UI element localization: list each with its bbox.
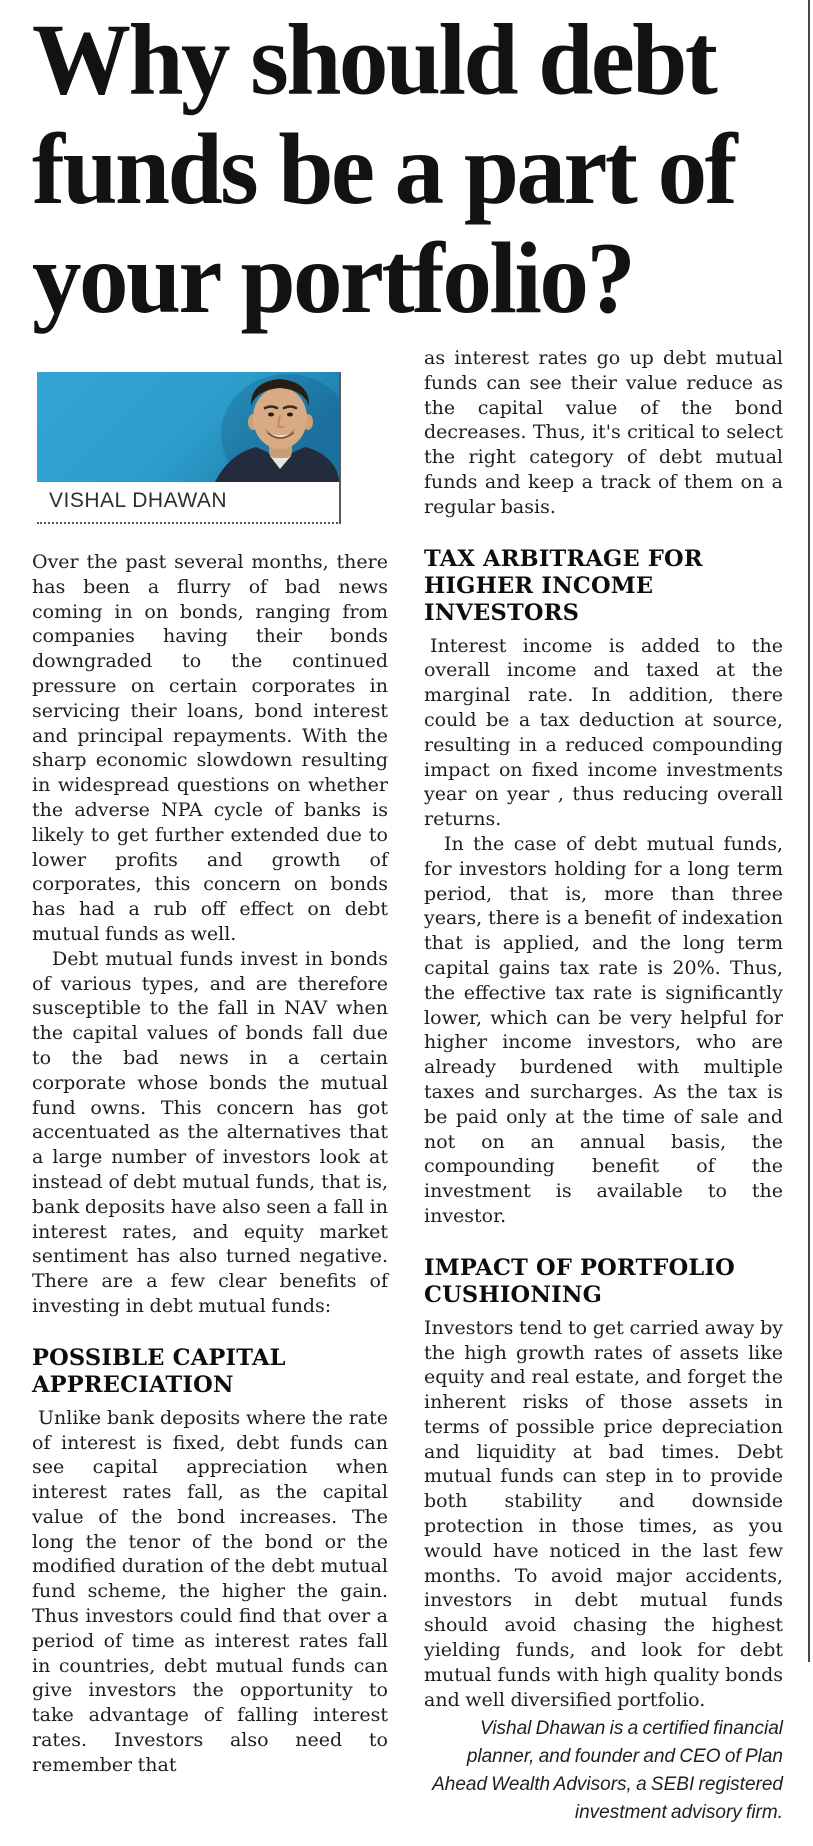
author-name-caption: VISHAL DHAWAN — [49, 489, 228, 512]
author-figure — [37, 372, 341, 524]
article-right-column — [424, 340, 783, 1846]
article-headline: Why should debt funds be a part of your portfolio? — [32, 4, 736, 335]
article-paragraph: Debt mutual funds invest in bonds of various types, and are therefore susceptible to the fall in NAV when the capital values of bonds fall due to the bad news in a certain corporate whose bonds the mutual fund owns. This concern has got accentuated as the alternatives that a large number of investors look at instead of debt mutual funds, that is, bank deposits have also seen a fall in interest rates, and equity market sentiment has also turned negative. There are a few clear benefits of investing in debt mutual funds: — [32, 947, 388, 1317]
author-photo — [37, 372, 339, 482]
article-paragraph: Over the past several months, there has been a flurry of bad news coming in on bonds, ranging from companies having their bonds downgraded to the continued pressure on certain corporates in servicing their loans, bond interest and principal repayments. With the sharp economic slowdown resulting in widespread questions on whether the adverse NPA cycle of banks is likely to get further extended due to lower profits and growth of corporates, this concern on bonds has had a rub off effect on debt mutual funds as well. — [32, 551, 388, 945]
article-paragraph: Interest income is added to the overall income and taxed at the marginal rate. In addition, there could be a tax deduction at source, resulting in a reduced compounding impact on fixed income investments year on year , thus reducing overall returns. — [424, 634, 783, 831]
article-left-column — [32, 340, 388, 1846]
author-attribution: Vishal Dhawan is a certified financial planner, and founder and CEO of Plan Ahead Wealth Advisors, a SEBI registered investment advisory firm. — [432, 1718, 783, 1824]
article-paragraph: as interest rates go up debt mutual funds can see their value reduce as the capital value of the bond decreases. Thus, it's critical to select the right category of debt mutual funds and keep a track of them on a regular basis. — [424, 347, 783, 518]
article-paragraph: In the case of debt mutual funds, for investors holding for a long term period, that is, more than three years, there is a benefit of indexation that is applied, and the long term capital gains tax rate is 20%. Thus, the effective tax rate is significantly lower, which can be very helpful for higher income investors, who are already burdened with multiple taxes and surcharges. As the tax is be paid only at the time of sale and not on an annual basis, the compounding benefit of the investment is available to the investor. — [424, 832, 783, 1227]
section-heading-possible-capital-appreciation: POSSIBLE CAPITAL APPRECIATION — [32, 1344, 286, 1398]
page-edge-rule — [808, 0, 810, 1662]
article-paragraph: Unlike bank deposits where the rate of interest is fixed, debt funds can see capital appreciation when interest rates fall, as the capital value of the bond increases. The long the tenor of the bond or the modified duration of the debt mutual fund scheme, the higher the gain. Thus investors could find that over a period of time as interest rates fall in countries, debt mutual funds can give investors the opportunity to take advantage of falling interest rates. Investors also need to remember that — [32, 1406, 388, 1776]
article-columns — [32, 340, 783, 1846]
section-heading-portfolio-cushioning: IMPACT OF PORTFOLIO CUSHIONING — [424, 1254, 735, 1308]
section-heading-tax-arbitrage: TAX ARBITRAGE FOR HIGHER INCOME INVESTORS — [424, 545, 703, 626]
article-paragraph: Investors tend to get carried away by the high growth rates of assets like equity and real estate, and forget the inherent risks of those assets in terms of possible price depreciation and liquidity at bad times. Debt mutual funds can step in to provide both stability and downside protection in those times, as you would have noticed in the last few months. To avoid major accidents, investors in debt mutual funds should avoid chasing the highest yielding funds, and look for debt mutual funds with high quality bonds and well diversified portfolio. — [424, 1316, 783, 1711]
